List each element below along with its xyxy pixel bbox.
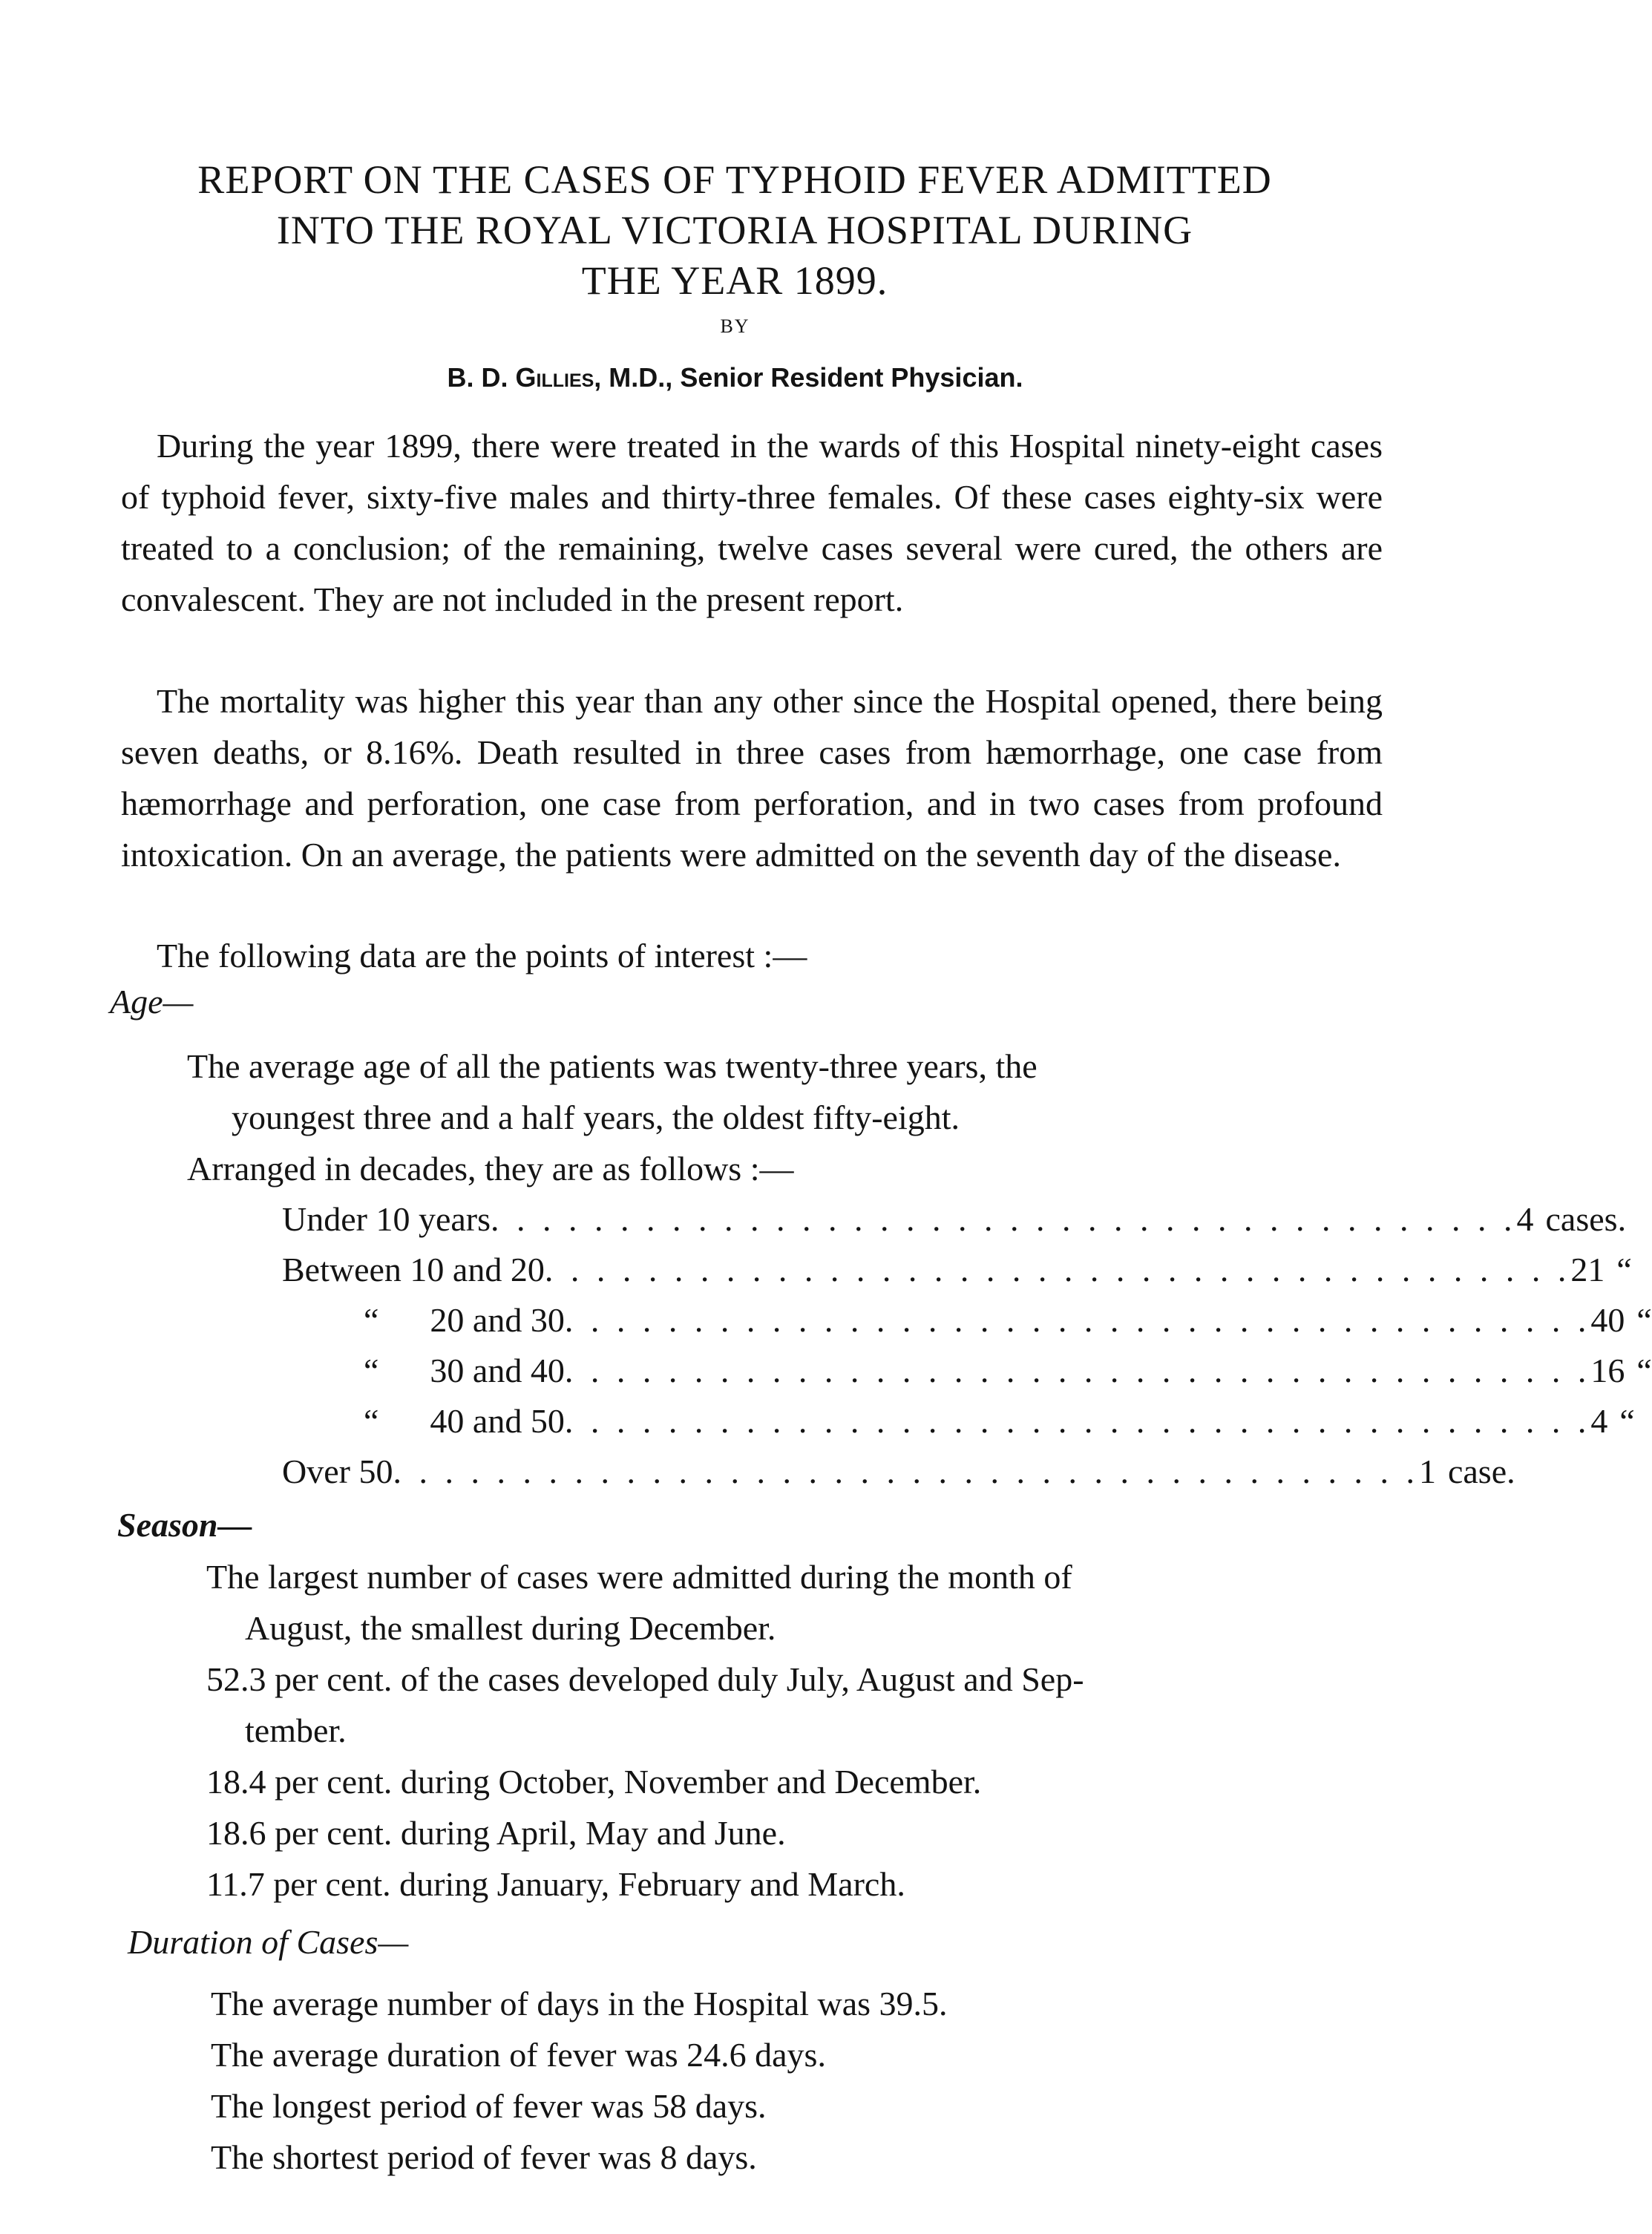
age-row-label: “ 20 and 30 bbox=[364, 1301, 565, 1339]
age-row-20-30: “ 20 and 30 . . . . . . . . . . . . . . . . . . . . . . . . . . . . . . . . . . . . . . . . 40 “ bbox=[364, 1301, 1652, 1339]
age-row-unit: “ bbox=[1619, 1402, 1635, 1440]
report-title-line-2: INTO THE ROYAL VICTORIA HOSPITAL DURING bbox=[276, 208, 1193, 252]
intro-text-3: The following data are the points of interest :— bbox=[157, 937, 807, 974]
age-line-1: The average age of all the patients was twenty-three years, the bbox=[187, 1047, 1038, 1085]
age-row-unit: “ bbox=[1636, 1301, 1652, 1339]
season-line-1: The largest number of cases were admitted during the month of bbox=[206, 1558, 1072, 1596]
age-row-label: “ 30 and 40 bbox=[364, 1352, 565, 1389]
age-line-2: youngest three and a half years, the oldest fifty-eight. bbox=[232, 1098, 960, 1136]
age-row-label: Between 10 and 20 bbox=[282, 1251, 545, 1288]
age-row-count: 40 bbox=[1590, 1301, 1625, 1339]
intro-paragraph-3 bbox=[121, 930, 1383, 981]
season-line-5: 18.4 per cent. during October, November and December. bbox=[206, 1763, 982, 1801]
duration-line-4: The shortest period of fever was 8 days. bbox=[211, 2138, 757, 2176]
season-line-4: tember. bbox=[245, 1711, 347, 1749]
age-row-unit: “ bbox=[1616, 1251, 1632, 1288]
age-row-count: 4 bbox=[1516, 1200, 1534, 1238]
season-line-6: 18.6 per cent. during April, May and June. bbox=[206, 1814, 786, 1852]
age-row-unit: “ bbox=[1636, 1352, 1652, 1389]
age-row-count: 1 bbox=[1418, 1452, 1436, 1490]
duration-line-1: The average number of days in the Hospital was 39.5. bbox=[211, 1985, 948, 2022]
author-line bbox=[0, 362, 1470, 393]
age-line-3: Arranged in decades, they are as follows :— bbox=[187, 1150, 794, 1188]
age-row-count: 16 bbox=[1590, 1352, 1625, 1389]
intro-paragraph-1 bbox=[121, 420, 1383, 625]
report-title-line-1: REPORT ON THE CASES OF TYPHOID FEVER ADMITTED bbox=[197, 157, 1272, 202]
age-row-30-40: “ 30 and 40 . . . . . . . . . . . . . . . . . . . . . . . . . . . . . . . . . . . . . . . . 16 “ bbox=[364, 1352, 1652, 1389]
age-row-count: 21 bbox=[1570, 1251, 1605, 1288]
age-row-unit: cases. bbox=[1545, 1200, 1627, 1238]
age-row-10-20: Between 10 and 20 . . . . . . . . . . . . . . . . . . . . . . . . . . . . . . . . . . . . . . . . 21 “ bbox=[282, 1251, 1632, 1288]
intro-text-1: During the year 1899, there were treated in the wards of this Hospital ninety-eight cases of typhoid fever, sixty-five males and thirty-three females. Of these cases eighty-six were treated to a conclusion; of the remaining, twelve cases several were cured, the others are convalescent. They are not included in the present report. bbox=[121, 427, 1383, 618]
age-row-count: 4 bbox=[1590, 1402, 1608, 1440]
report-title-line-3: THE YEAR 1899. bbox=[581, 258, 888, 303]
season-heading: Season— bbox=[117, 1506, 252, 1544]
author-role: Senior Resident Physician. bbox=[680, 362, 1023, 393]
season-line-2: August, the smallest during December. bbox=[245, 1609, 776, 1647]
age-row-40-50: “ 40 and 50 . . . . . . . . . . . . . . . . . . . . . . . . . . . . . . . . . . . . . . . . 4 “ bbox=[364, 1402, 1635, 1440]
intro-text-2: The mortality was higher this year than any other since the Hospital opened, there being seven deaths, or 8.16%. Death resulted in three cases from hæmorrhage, one case from hæmorrhage and perforation, one case from perforation, and in two cases from profound intoxication. On an average, the patients were admitted on the seventh day of the disease. bbox=[121, 682, 1383, 874]
duration-heading: Duration of Cases— bbox=[128, 1923, 409, 1961]
season-line-3: 52.3 per cent. of the cases developed duly July, August and Sep- bbox=[206, 1660, 1084, 1698]
duration-line-3: The longest period of fever was 58 days. bbox=[211, 2087, 767, 2125]
age-row-over-50: Over 50 . . . . . . . . . . . . . . . . . . . . . . . . . . . . . . . . . . . . . . . . 1 case. bbox=[282, 1452, 1515, 1490]
byline: BY bbox=[720, 315, 750, 337]
age-row-under-10: Under 10 years . . . . . . . . . . . . . . . . . . . . . . . . . . . . . . . . . . . . . . . . 4 cases. bbox=[282, 1200, 1627, 1238]
intro-paragraph-2 bbox=[121, 675, 1383, 880]
season-line-7: 11.7 per cent. during January, February and March. bbox=[206, 1865, 905, 1903]
age-row-unit: case. bbox=[1447, 1452, 1515, 1490]
duration-line-2: The average duration of fever was 24.6 days. bbox=[211, 2036, 826, 2074]
author-name: B. D. Gillies, M.D., bbox=[447, 362, 673, 393]
age-row-label: Under 10 years bbox=[282, 1200, 491, 1238]
age-heading: Age— bbox=[110, 983, 194, 1021]
age-row-label: “ 40 and 50 bbox=[364, 1402, 565, 1440]
age-row-label: Over 50 bbox=[282, 1452, 393, 1490]
